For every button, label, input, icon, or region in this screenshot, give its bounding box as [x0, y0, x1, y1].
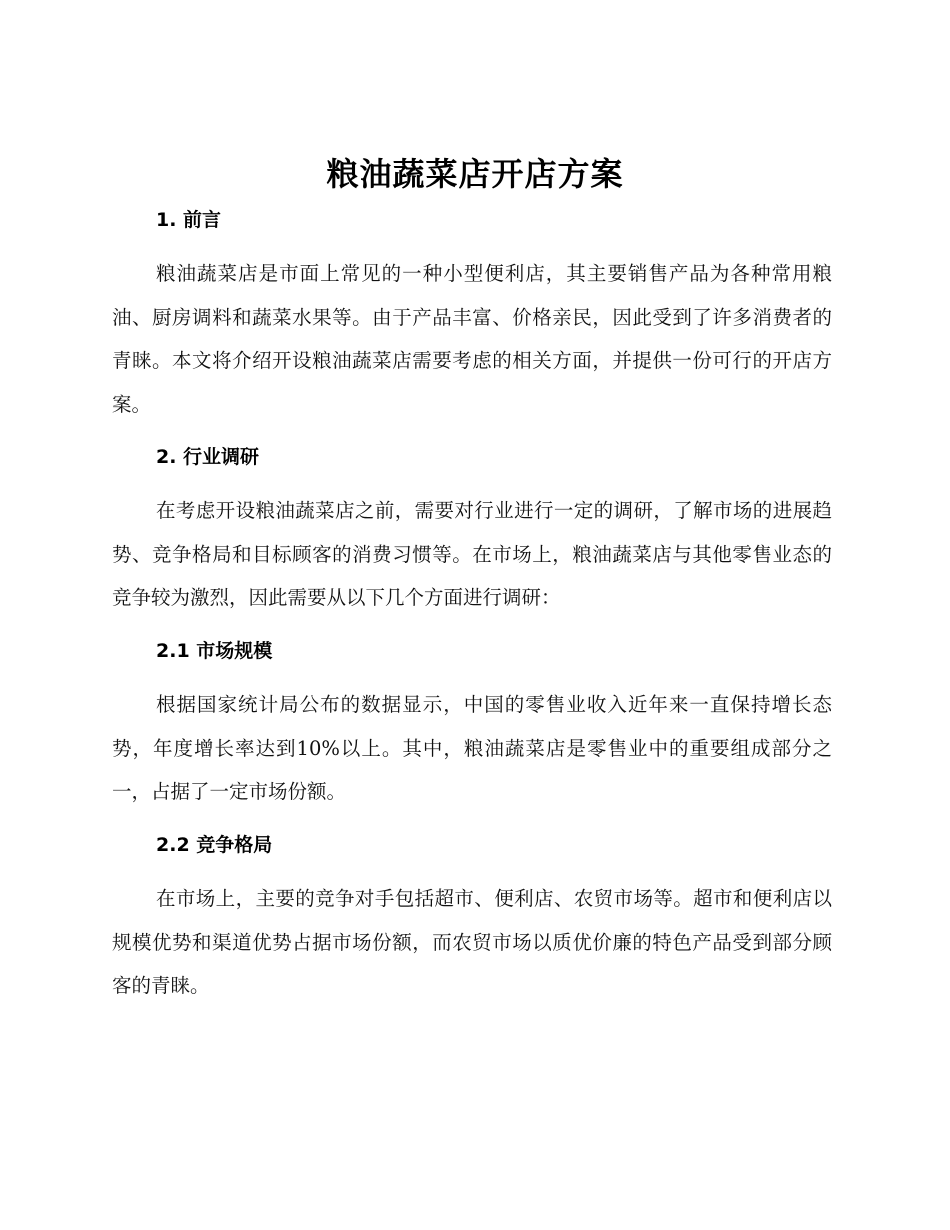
section-heading-competition: 2.2 竞争格局: [156, 834, 273, 856]
section-paragraph-industry-research: 在考虑开设粮油蔬菜店之前，需要对行业进行一定的调研，了解市场的进展趋势、竞争格局和目标顾客的消费习惯等。在市场上，粮油蔬菜店与其他零售业态的竞争较为激烈，因此需要从以下几个方面进行调研：: [112, 499, 832, 609]
section-paragraph-preface: 粮油蔬菜店是市面上常见的一种小型便利店，其主要销售产品为各种常用粮油、厨房调料和蔬菜水果等。由于产品丰富、价格亲民，因此受到了许多消费者的青睐。本文将介绍开设粮油蔬菜店需要考虑的相关方面，并提供一份可行的开店方案。: [112, 262, 832, 416]
section-paragraph-competition: 在市场上，主要的竞争对手包括超市、便利店、农贸市场等。超市和便利店以规模优势和渠道优势占据市场份额，而农贸市场以质优价廉的特色产品受到部分顾客的青睐。: [112, 887, 832, 997]
section-heading-preface: 1. 前言: [156, 209, 222, 231]
section-heading-industry-research: 2. 行业调研: [156, 446, 260, 468]
document-title: 粮油蔬菜店开店方案: [326, 155, 624, 193]
section-paragraph-market-size: 根据国家统计局公布的数据显示，中国的零售业收入近年来一直保持增长态势，年度增长率达到10%以上。其中，粮油蔬菜店是零售业中的重要组成部分之一，占据了一定市场份额。: [112, 693, 832, 803]
section-heading-market-size: 2.1 市场规模: [156, 640, 273, 662]
